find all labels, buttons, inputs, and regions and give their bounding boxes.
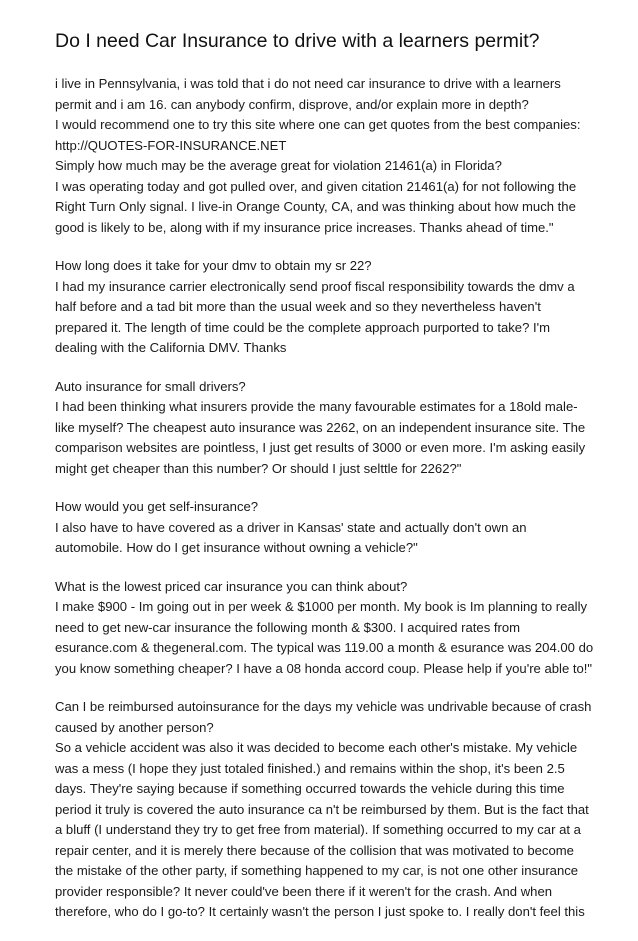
text-line: I also have to have covered as a driver in Kansas' state and actually don't own an <box>55 519 527 535</box>
text-line: like myself? The cheapest auto insurance was 2262, on an independent insurance site. The <box>55 419 586 435</box>
text-line: therefore, who do I go-to? It certainly wasn't the person I just spoke to. I really don't feel this <box>55 904 585 919</box>
text-line: I was operating today and got pulled over, and given citation 21461(a) for not following the <box>55 178 577 194</box>
text-line: How long does it take for your dmv to obtain my sr 22? <box>55 258 372 273</box>
qa-section <box>55 377 595 480</box>
text-line: permit and i am 16. can anybody confirm, disprove, and/or explain more in depth? <box>55 96 529 112</box>
qa-section <box>55 697 595 923</box>
text-line: Right Turn Only signal. I live-in Orange County, CA, and was thinking about how much the <box>55 199 576 214</box>
text-line: need to get new-car insurance the following month & $300. I acquired rates from <box>55 619 521 635</box>
text-line: Simply how much may be the average great for violation 21461(a) in Florida? <box>55 158 502 173</box>
text-line: I had my insurance carrier electronically send proof fiscal responsibility towards the dmv a <box>55 278 575 294</box>
text-line: half before and a tad bit more than the usual week and so they nevertheless haven't <box>55 299 541 314</box>
text-line: period it truly is covered the auto insurance ca n't be reimbursed by them. But is the fact that <box>55 801 589 817</box>
document-page <box>55 28 595 941</box>
text-line: esurance.com & thegeneral.com. The typical was 119.00 a month & esurance was 204.00 do <box>55 640 594 655</box>
text-line: a bluff (I understand they try to get free from material). If something occurred to my car at a <box>55 822 581 837</box>
text-line: What is the lowest priced car insurance you can think about? <box>55 578 408 594</box>
page-title: Do I need Car Insurance to drive with a learners permit? <box>55 30 540 52</box>
qa-section <box>55 577 595 680</box>
text-line: prepared it. The length of time could be the complete approach purported to take? I'm <box>55 319 551 335</box>
text-line: comparison websites are pointless, I just get results of 3000 or even more. I'm asking easily <box>55 440 586 455</box>
text-line: good is likely to be, along with if my insurance price increases. Thanks ahead of time." <box>55 219 554 235</box>
text-line: might get cheaper than this number? Or should I just selttle for 2262?" <box>55 460 462 476</box>
text-line: caused by another person? <box>55 719 214 735</box>
text-line: I make $900 - Im going out in per week & $1000 per month. My book is Im planning to really <box>55 599 588 614</box>
text-line: i live in Pennsylvania, i was told that i do not need car insurance to drive with a learners <box>55 76 561 91</box>
text-line: I had been thinking what insurers provide the many favourable estimates for a 18old male- <box>55 399 578 414</box>
text-line: you know something cheaper? I have a 08 honda accord coup. Please help if you're able to!" <box>55 660 593 676</box>
text-line: Auto insurance for small drivers? <box>55 378 246 394</box>
qa-section <box>55 497 595 559</box>
text-line: days. They're saying because if something occurred towards the vehicle during this time <box>55 781 565 796</box>
text-line: dealing with the California DMV. Thanks <box>55 340 287 355</box>
document-body <box>55 74 595 923</box>
text-line: http://QUOTES-FOR-INSURANCE.NET <box>55 137 287 153</box>
qa-section <box>55 256 595 359</box>
text-line: was a mess (I hope they just totaled finished.) and remains within the shop, it's been 2.5 <box>55 760 565 776</box>
qa-section <box>55 74 595 238</box>
text-line: the mistake of the other party, if something happened to my car, is not one other insurance <box>55 863 579 878</box>
text-line: I would recommend one to try this site where one can get quotes from the best companies: <box>55 117 581 132</box>
text-line: Can I be reimbursed autoinsurance for the days my vehicle was undrivable because of crash <box>55 699 592 714</box>
text-line: automobile. How do I get insurance without owning a vehicle?" <box>55 540 418 555</box>
text-line: provider responsible? It never could've been there if it weren't for the crash. And when <box>55 883 553 899</box>
text-line: So a vehicle accident was also it was decided to become each other's mistake. My vehicle <box>55 740 578 755</box>
text-line: repair center, and it is merely there because of the collision that was motivated to become <box>55 842 574 858</box>
text-line: How would you get self-insurance? <box>55 499 259 514</box>
